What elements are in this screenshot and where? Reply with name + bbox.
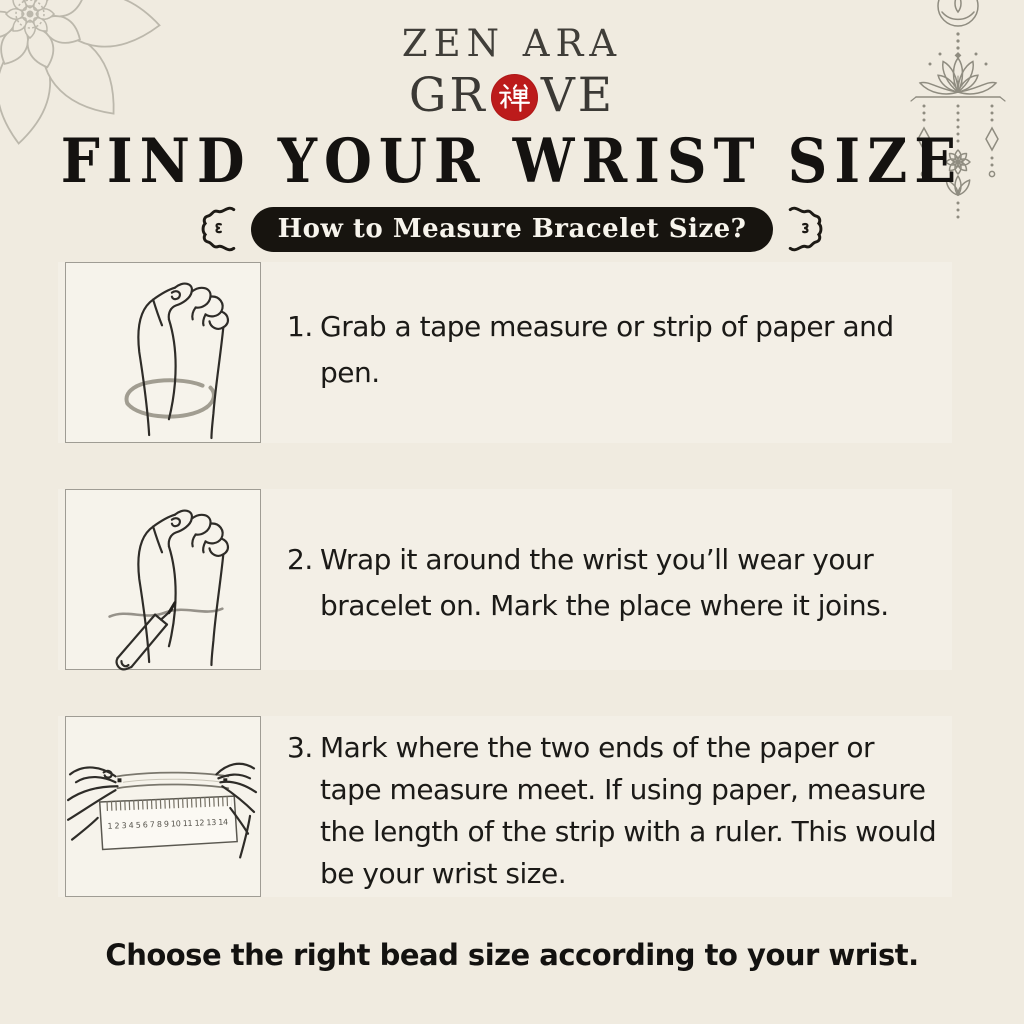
brand-grove-right: VE [540, 68, 616, 123]
section-badge: How to Measure Bracelet Size? [251, 207, 774, 252]
step2-line2: bracelet on. Mark the place where it joins. [320, 589, 889, 622]
step3-line1: Mark where the two ends of the paper or [320, 731, 875, 764]
step3-line2: tape measure meet. If using paper, measure [320, 773, 926, 806]
step2-illustration-box [65, 489, 261, 670]
hands-ruler-illustration [66, 717, 260, 896]
step3-line3: the length of the strip with a ruler. This would [320, 815, 937, 848]
step1-illustration-box [65, 262, 261, 443]
fist-with-pen-illustration [66, 490, 260, 669]
ruler-scale-numbers: 1 2 3 4 5 6 7 8 9 10 11 12 13 14 [107, 817, 229, 831]
flourish-left-icon [200, 205, 238, 253]
ruler [100, 796, 237, 849]
brand-name-line1: ZEN ARA [401, 22, 623, 65]
footer-note: Choose the right bead size according to your wrist. [105, 938, 919, 972]
zen-seal-icon [491, 74, 538, 121]
step3-line4: be your wrist size. [320, 857, 567, 890]
brand-name-line2 [0, 68, 1024, 123]
step2-number: 2. [287, 543, 313, 576]
brand-grove-left: GR [408, 68, 488, 123]
step1-number: 1. [287, 310, 313, 343]
page-title: FIND YOUR WRIST SIZE [60, 124, 964, 197]
step1-text [287, 304, 894, 396]
paper-strip [118, 773, 229, 789]
step-row-1 [58, 262, 952, 443]
step-row-2 [58, 489, 952, 670]
step3-number: 3. [287, 731, 313, 764]
strip-end-mark-left [118, 778, 122, 782]
fist-with-tape-illustration [66, 263, 260, 442]
step1-line1: Grab a tape measure or strip of paper and [320, 310, 894, 343]
step1-line2: pen. [320, 356, 380, 389]
step-row-3 [58, 716, 952, 897]
step2-text [287, 537, 889, 629]
step3-text [287, 727, 936, 895]
step2-line1: Wrap it around the wrist you’ll wear your [320, 543, 874, 576]
badge-row [0, 205, 1024, 253]
brand-header [0, 22, 1024, 123]
flourish-right-icon [786, 205, 824, 253]
step3-illustration-box [65, 716, 261, 897]
